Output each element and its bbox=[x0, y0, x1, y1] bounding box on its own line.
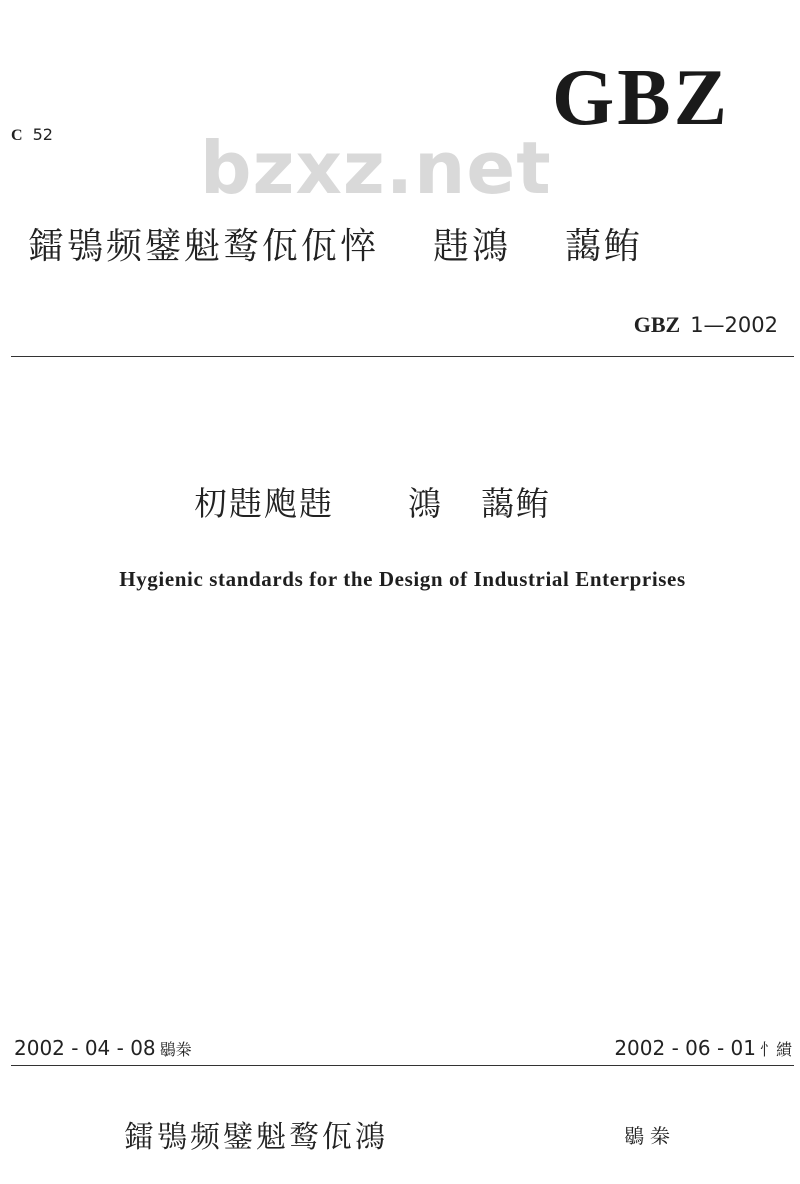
issuer-part-3: 藹鲔 bbox=[565, 226, 644, 267]
standard-code: GBZ bbox=[633, 312, 681, 337]
title-zh-part-2: 鴻 bbox=[408, 484, 443, 523]
title-zh-part-1: 朷韪飑韪 bbox=[194, 484, 334, 523]
ccs-prefix: C bbox=[11, 127, 23, 144]
title-zh-part-3: 藹鲔 bbox=[481, 484, 551, 523]
document-title-chinese bbox=[194, 478, 551, 525]
issue-date bbox=[14, 1036, 192, 1060]
issuing-authority bbox=[28, 218, 643, 269]
implementation-date-value: 2002 - 06 - 01 bbox=[614, 1036, 756, 1060]
ccs-number: 52 bbox=[32, 125, 53, 144]
gbz-logo: GBZ bbox=[552, 54, 730, 142]
top-divider bbox=[11, 356, 794, 357]
standard-number bbox=[634, 312, 778, 338]
watermark: bzxz.net bbox=[200, 126, 552, 210]
implementation-date bbox=[614, 1036, 792, 1060]
document-title-english: Hygienic standards for the Design of Industrial Enterprises bbox=[119, 567, 686, 591]
publisher-name: 鐳鴞频鐾魁鹜佤鴻 bbox=[124, 1120, 388, 1155]
issuer-part-2: 韪鴻 bbox=[433, 226, 512, 267]
bottom-divider bbox=[11, 1065, 794, 1066]
implementation-date-suffix: 忄繢 bbox=[759, 1040, 792, 1059]
issue-date-value: 2002 - 04 - 08 bbox=[14, 1036, 156, 1060]
classification-code bbox=[11, 125, 53, 145]
standard-number-value: 1—2002 bbox=[690, 313, 778, 337]
publisher-suffix: 鶡桊 bbox=[624, 1124, 676, 1148]
issuer-part-1: 鐳鴞频鐾魁鹜佤佤悴 bbox=[28, 226, 380, 267]
issue-date-suffix: 鶡桊 bbox=[159, 1040, 192, 1059]
